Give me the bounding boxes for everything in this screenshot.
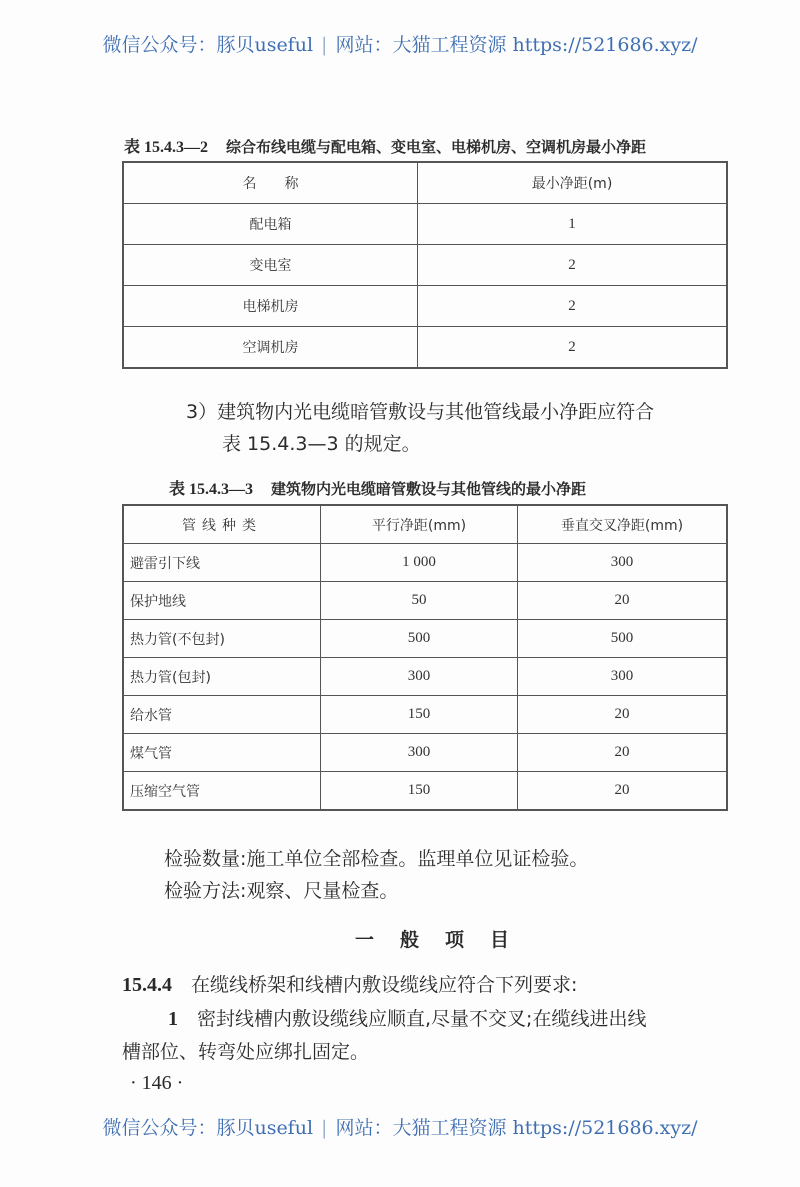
table2-header-row	[123, 505, 727, 544]
table-row	[123, 772, 727, 811]
item3-line1: 3）建筑物内光电缆暗管敷设与其他管线最小净距应符合	[186, 401, 655, 423]
table2-caption-title: 建筑物内光电缆暗管敷设与其他管线的最小净距	[271, 480, 587, 498]
table1-cell-name: 变电室	[123, 245, 418, 286]
table1-cell-name: 空调机房	[123, 327, 418, 369]
table-row	[123, 696, 727, 734]
table2-cell-crossing: 300	[518, 658, 728, 696]
inspection-method: 检验方法:观察、尺量检查。	[164, 880, 399, 902]
table-row	[123, 544, 727, 582]
table2-cell-parallel: 150	[321, 696, 518, 734]
table-row	[123, 658, 727, 696]
table-row	[123, 327, 727, 369]
table1-header-distance: 最小净距(m)	[418, 162, 728, 204]
table2-cell-parallel: 300	[321, 658, 518, 696]
clause-item1-line2: 槽部位、转弯处应绑扎固定。	[122, 1041, 370, 1063]
clause-15-4-4	[122, 970, 577, 997]
item3-line2: 表 15.4.3—3 的规定。	[222, 433, 421, 455]
inspection-quantity: 检验数量:施工单位全部检查。监理单位见证检验。	[164, 848, 589, 870]
table2-cell-pipe-type: 热力管(包封)	[123, 658, 321, 696]
table2-cell-crossing: 20	[518, 734, 728, 772]
table2-cell-parallel: 500	[321, 620, 518, 658]
table-row	[123, 734, 727, 772]
watermark-bottom	[0, 1113, 800, 1140]
section-heading: 一般项目	[355, 929, 536, 951]
table1-cell-distance: 2	[418, 327, 728, 369]
table2-cell-pipe-type: 煤气管	[123, 734, 321, 772]
watermark-website: 网站：大猫工程资源 https://521686.xyz/	[335, 34, 698, 56]
clause-item1-text: 密封线槽内敷设缆线应顺直,尽量不交叉;在缆线进出线	[197, 1008, 647, 1030]
table2-cell-crossing: 300	[518, 544, 728, 582]
watermark-separator: |	[321, 1117, 328, 1139]
table1-cell-distance: 1	[418, 204, 728, 245]
table2-cell-pipe-type: 保护地线	[123, 582, 321, 620]
table2-cell-crossing: 500	[518, 620, 728, 658]
clause-item1-number: 1	[168, 1008, 178, 1030]
watermark-website: 网站：大猫工程资源 https://521686.xyz/	[335, 1117, 698, 1139]
table2-cell-crossing: 20	[518, 772, 728, 811]
watermark-separator: |	[321, 34, 328, 56]
table2-caption	[169, 476, 586, 499]
table2-cell-pipe-type: 给水管	[123, 696, 321, 734]
page-number: · 146 ·	[130, 1072, 184, 1094]
table2	[122, 504, 728, 811]
table1-header-name: 名 称	[123, 162, 418, 204]
watermark-top	[0, 30, 800, 57]
table-row	[123, 620, 727, 658]
table-row	[123, 582, 727, 620]
clause-text: 在缆线桥架和线槽内敷设缆线应符合下列要求:	[191, 974, 578, 996]
table-row	[123, 286, 727, 327]
table2-caption-number: 表 15.4.3—3	[169, 481, 254, 498]
table2-header-parallel: 平行净距(mm)	[321, 505, 518, 544]
table1-caption-title: 综合布线电缆与配电箱、变电室、电梯机房、空调机房最小净距	[226, 138, 647, 156]
table1-cell-name: 配电箱	[123, 204, 418, 245]
table2-header-pipe-type: 管线种类	[123, 505, 321, 544]
table1-cell-distance: 2	[418, 245, 728, 286]
table-row	[123, 204, 727, 245]
table1	[122, 161, 728, 369]
watermark-wechat: 微信公众号：豚贝useful	[102, 34, 314, 56]
table1-header-row	[123, 162, 727, 204]
table2-cell-parallel: 300	[321, 734, 518, 772]
table2-cell-parallel: 1 000	[321, 544, 518, 582]
table1-cell-name: 电梯机房	[123, 286, 418, 327]
table2-cell-pipe-type: 热力管(不包封)	[123, 620, 321, 658]
clause-item1-line1	[168, 1004, 646, 1031]
clause-number: 15.4.4	[122, 974, 172, 996]
table1-cell-distance: 2	[418, 286, 728, 327]
watermark-wechat: 微信公众号：豚贝useful	[102, 1117, 314, 1139]
table2-cell-pipe-type: 避雷引下线	[123, 544, 321, 582]
table-row	[123, 245, 727, 286]
table2-cell-parallel: 50	[321, 582, 518, 620]
table2-header-crossing: 垂直交叉净距(mm)	[518, 505, 728, 544]
table2-cell-crossing: 20	[518, 582, 728, 620]
table2-cell-parallel: 150	[321, 772, 518, 811]
table2-cell-crossing: 20	[518, 696, 728, 734]
table1-caption	[124, 134, 646, 157]
table1-caption-number: 表 15.4.3—2	[124, 139, 209, 156]
table2-cell-pipe-type: 压缩空气管	[123, 772, 321, 811]
